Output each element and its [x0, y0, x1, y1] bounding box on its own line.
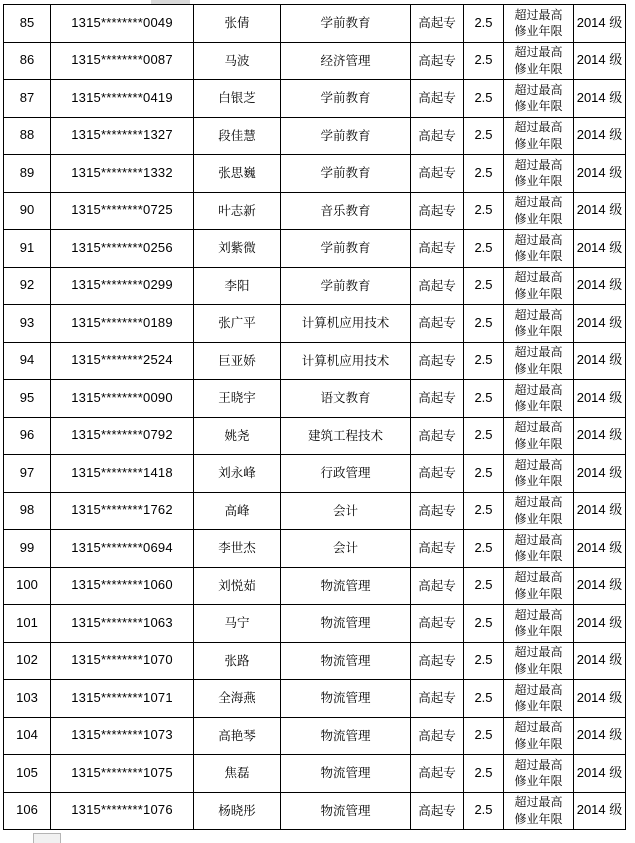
table-row — [4, 680, 626, 718]
table-row — [4, 492, 626, 530]
cell-status-text: 超过最高修业年限 — [514, 45, 563, 76]
cell-status-text: 超过最高修业年限 — [514, 345, 563, 376]
cell-status-text: 超过最高修业年限 — [514, 532, 563, 564]
cell-status-text: 超过最高修业年限 — [514, 757, 563, 789]
cell-level: 高起专 — [411, 5, 464, 43]
cell-major: 物流管理 — [281, 605, 411, 643]
cell-major: 会计 — [281, 492, 411, 530]
cell-major: 物流管理 — [281, 680, 411, 718]
cell-duration: 2.5 — [464, 80, 504, 118]
table-row — [4, 605, 626, 643]
cell-status-text: 超过最高修业年限 — [514, 307, 563, 339]
cell-row-number: 106 — [4, 792, 51, 830]
cell-student-id: 1315********0725 — [51, 192, 194, 230]
cell-major: 学前教育 — [281, 155, 411, 193]
cell-duration: 2.5 — [464, 642, 504, 680]
cell-row-number: 104 — [4, 717, 51, 755]
cell-status-text: 超过最高修业年限 — [514, 795, 563, 826]
cell-name: 王晓宇 — [194, 380, 281, 418]
cell-grade: 2014 级 — [574, 342, 626, 380]
cell-duration: 2.5 — [464, 342, 504, 380]
cell-status — [504, 680, 574, 718]
student-records-table — [3, 4, 626, 830]
cell-grade: 2014 级 — [574, 267, 626, 305]
cell-major: 学前教育 — [281, 80, 411, 118]
cell-name: 段佳慧 — [194, 117, 281, 155]
cell-row-number: 99 — [4, 530, 51, 568]
cell-name: 马波 — [194, 42, 281, 80]
cell-grade: 2014 级 — [574, 417, 626, 455]
cell-row-number: 87 — [4, 80, 51, 118]
cell-status — [504, 305, 574, 343]
cell-row-number: 86 — [4, 42, 51, 80]
table-row — [4, 192, 626, 230]
cell-level: 高起专 — [411, 530, 464, 568]
cell-duration: 2.5 — [464, 680, 504, 718]
cell-status — [504, 755, 574, 793]
cell-status — [504, 42, 574, 80]
cell-row-number: 100 — [4, 567, 51, 605]
cell-level: 高起专 — [411, 567, 464, 605]
cell-grade: 2014 级 — [574, 380, 626, 418]
cell-level: 高起专 — [411, 117, 464, 155]
cell-student-id: 1315********1071 — [51, 680, 194, 718]
cell-major: 物流管理 — [281, 755, 411, 793]
cell-student-id: 1315********0419 — [51, 80, 194, 118]
cell-row-number: 102 — [4, 642, 51, 680]
cell-major: 语文教育 — [281, 380, 411, 418]
cell-row-number: 88 — [4, 117, 51, 155]
cell-level: 高起专 — [411, 417, 464, 455]
cell-name: 姚尧 — [194, 417, 281, 455]
cell-row-number: 92 — [4, 267, 51, 305]
cell-duration: 2.5 — [464, 455, 504, 493]
cell-name: 杨晓彤 — [194, 792, 281, 830]
cell-student-id: 1315********1418 — [51, 455, 194, 493]
cell-student-id: 1315********1075 — [51, 755, 194, 793]
table-row — [4, 380, 626, 418]
cell-row-number: 95 — [4, 380, 51, 418]
cell-level: 高起专 — [411, 305, 464, 343]
cell-level: 高起专 — [411, 192, 464, 230]
cell-status — [504, 80, 574, 118]
cell-duration: 2.5 — [464, 155, 504, 193]
table-row — [4, 155, 626, 193]
cell-status-text: 超过最高修业年限 — [514, 495, 563, 526]
cell-student-id: 1315********0256 — [51, 230, 194, 268]
table-row — [4, 305, 626, 343]
cell-duration: 2.5 — [464, 380, 504, 418]
cell-name: 焦磊 — [194, 755, 281, 793]
cell-duration: 2.5 — [464, 755, 504, 793]
cell-duration: 2.5 — [464, 267, 504, 305]
cell-major: 物流管理 — [281, 717, 411, 755]
cell-grade: 2014 级 — [574, 305, 626, 343]
cell-duration: 2.5 — [464, 305, 504, 343]
cell-major: 物流管理 — [281, 792, 411, 830]
cell-student-id: 1315********1060 — [51, 567, 194, 605]
cell-student-id: 1315********0299 — [51, 267, 194, 305]
cell-duration: 2.5 — [464, 417, 504, 455]
cell-name: 李世杰 — [194, 530, 281, 568]
cell-status-text: 超过最高修业年限 — [514, 232, 563, 264]
cell-status — [504, 530, 574, 568]
cell-duration: 2.5 — [464, 605, 504, 643]
cell-row-number: 98 — [4, 492, 51, 530]
cell-status — [504, 717, 574, 755]
table-row — [4, 642, 626, 680]
cell-level: 高起专 — [411, 455, 464, 493]
cell-row-number: 85 — [4, 5, 51, 43]
cell-grade: 2014 级 — [574, 605, 626, 643]
cell-grade: 2014 级 — [574, 192, 626, 230]
cell-duration: 2.5 — [464, 717, 504, 755]
cell-status — [504, 267, 574, 305]
cell-duration: 2.5 — [464, 192, 504, 230]
cell-status — [504, 792, 574, 830]
cell-row-number: 89 — [4, 155, 51, 193]
cell-name: 巨亚娇 — [194, 342, 281, 380]
table-row — [4, 417, 626, 455]
cell-name: 刘悦茹 — [194, 567, 281, 605]
cell-major: 物流管理 — [281, 642, 411, 680]
cell-name: 全海燕 — [194, 680, 281, 718]
cell-student-id: 1315********1327 — [51, 117, 194, 155]
cell-grade: 2014 级 — [574, 155, 626, 193]
cell-grade: 2014 级 — [574, 567, 626, 605]
cell-status — [504, 342, 574, 380]
cell-student-id: 1315********0694 — [51, 530, 194, 568]
cell-name: 张倩 — [194, 5, 281, 43]
cell-student-id: 1315********0792 — [51, 417, 194, 455]
cell-major: 学前教育 — [281, 5, 411, 43]
cell-status — [504, 117, 574, 155]
cell-major: 物流管理 — [281, 567, 411, 605]
table-row — [4, 342, 626, 380]
cell-major: 计算机应用技术 — [281, 305, 411, 343]
cell-duration: 2.5 — [464, 230, 504, 268]
cell-student-id: 1315********1070 — [51, 642, 194, 680]
cell-status-text: 超过最高修业年限 — [514, 607, 563, 639]
cell-student-id: 1315********1076 — [51, 792, 194, 830]
cell-grade: 2014 级 — [574, 230, 626, 268]
cell-student-id: 1315********0189 — [51, 305, 194, 343]
cell-row-number: 105 — [4, 755, 51, 793]
cell-grade: 2014 级 — [574, 80, 626, 118]
table-row — [4, 755, 626, 793]
cell-status — [504, 455, 574, 493]
cell-status — [504, 192, 574, 230]
cell-name: 白银芝 — [194, 80, 281, 118]
cell-duration: 2.5 — [464, 492, 504, 530]
cell-grade: 2014 级 — [574, 680, 626, 718]
cell-status — [504, 492, 574, 530]
cell-row-number: 90 — [4, 192, 51, 230]
cell-grade: 2014 级 — [574, 117, 626, 155]
cell-status-text: 超过最高修业年限 — [514, 720, 563, 751]
cell-row-number: 97 — [4, 455, 51, 493]
cell-name: 刘永峰 — [194, 455, 281, 493]
cell-major: 会计 — [281, 530, 411, 568]
cell-status-text: 超过最高修业年限 — [514, 270, 563, 301]
cell-row-number: 94 — [4, 342, 51, 380]
cell-level: 高起专 — [411, 605, 464, 643]
cell-status-text: 超过最高修业年限 — [514, 82, 563, 114]
table-row — [4, 792, 626, 830]
cell-student-id: 1315********2524 — [51, 342, 194, 380]
cell-grade: 2014 级 — [574, 530, 626, 568]
cell-status-text: 超过最高修业年限 — [514, 570, 563, 601]
cell-status-text: 超过最高修业年限 — [514, 157, 563, 189]
cell-status — [504, 605, 574, 643]
cell-level: 高起专 — [411, 792, 464, 830]
cell-grade: 2014 级 — [574, 717, 626, 755]
cell-duration: 2.5 — [464, 530, 504, 568]
cell-student-id: 1315********1073 — [51, 717, 194, 755]
cell-status-text: 超过最高修业年限 — [514, 120, 563, 151]
cell-row-number: 93 — [4, 305, 51, 343]
cell-duration: 2.5 — [464, 5, 504, 43]
cell-status-text: 超过最高修业年限 — [514, 382, 563, 414]
cell-grade: 2014 级 — [574, 755, 626, 793]
cell-status — [504, 642, 574, 680]
cell-duration: 2.5 — [464, 567, 504, 605]
cell-row-number: 96 — [4, 417, 51, 455]
cell-row-number: 103 — [4, 680, 51, 718]
table-row — [4, 717, 626, 755]
cell-student-id: 1315********1063 — [51, 605, 194, 643]
cell-major: 音乐教育 — [281, 192, 411, 230]
cell-level: 高起专 — [411, 342, 464, 380]
cell-major: 学前教育 — [281, 117, 411, 155]
cell-major: 学前教育 — [281, 230, 411, 268]
table-row — [4, 455, 626, 493]
cell-level: 高起专 — [411, 42, 464, 80]
table-row — [4, 530, 626, 568]
cell-level: 高起专 — [411, 267, 464, 305]
cell-grade: 2014 级 — [574, 42, 626, 80]
cell-name: 叶志新 — [194, 192, 281, 230]
table-row — [4, 267, 626, 305]
table-row — [4, 117, 626, 155]
cell-major: 建筑工程技术 — [281, 417, 411, 455]
cell-status-text: 超过最高修业年限 — [514, 457, 563, 489]
cell-major: 经济管理 — [281, 42, 411, 80]
cell-level: 高起专 — [411, 755, 464, 793]
cell-status — [504, 5, 574, 43]
cell-student-id: 1315********0087 — [51, 42, 194, 80]
cell-name: 刘紫微 — [194, 230, 281, 268]
cell-duration: 2.5 — [464, 792, 504, 830]
table-body — [4, 5, 626, 830]
cell-status-text: 超过最高修业年限 — [514, 682, 563, 714]
cell-student-id: 1315********0090 — [51, 380, 194, 418]
cell-grade: 2014 级 — [574, 5, 626, 43]
cell-status-text: 超过最高修业年限 — [514, 7, 563, 39]
cell-level: 高起专 — [411, 680, 464, 718]
cell-student-id: 1315********1332 — [51, 155, 194, 193]
cell-status-text: 超过最高修业年限 — [514, 195, 563, 226]
table-row — [4, 567, 626, 605]
cell-level: 高起专 — [411, 155, 464, 193]
table-row — [4, 42, 626, 80]
cell-major: 行政管理 — [281, 455, 411, 493]
cell-row-number: 91 — [4, 230, 51, 268]
cell-name: 李阳 — [194, 267, 281, 305]
cell-name: 马宁 — [194, 605, 281, 643]
cell-status — [504, 567, 574, 605]
cell-level: 高起专 — [411, 642, 464, 680]
cell-status — [504, 417, 574, 455]
cell-major: 学前教育 — [281, 267, 411, 305]
cell-student-id: 1315********1762 — [51, 492, 194, 530]
cell-level: 高起专 — [411, 717, 464, 755]
cell-student-id: 1315********0049 — [51, 5, 194, 43]
cell-name: 张路 — [194, 642, 281, 680]
cell-grade: 2014 级 — [574, 455, 626, 493]
cell-duration: 2.5 — [464, 42, 504, 80]
cell-status-text: 超过最高修业年限 — [514, 645, 563, 676]
table-row — [4, 230, 626, 268]
cell-level: 高起专 — [411, 230, 464, 268]
cell-name: 张思巍 — [194, 155, 281, 193]
cell-row-number: 101 — [4, 605, 51, 643]
cell-status — [504, 155, 574, 193]
cell-grade: 2014 级 — [574, 492, 626, 530]
cell-duration: 2.5 — [464, 117, 504, 155]
table-row — [4, 80, 626, 118]
cell-name: 张广平 — [194, 305, 281, 343]
cell-level: 高起专 — [411, 80, 464, 118]
cell-grade: 2014 级 — [574, 792, 626, 830]
cell-level: 高起专 — [411, 380, 464, 418]
cell-name: 高峰 — [194, 492, 281, 530]
cell-level: 高起专 — [411, 492, 464, 530]
cell-status-text: 超过最高修业年限 — [514, 420, 563, 451]
cell-status — [504, 380, 574, 418]
cell-name: 高艳琴 — [194, 717, 281, 755]
cell-status — [504, 230, 574, 268]
table-row — [4, 5, 626, 43]
cell-grade: 2014 级 — [574, 642, 626, 680]
cell-major: 计算机应用技术 — [281, 342, 411, 380]
